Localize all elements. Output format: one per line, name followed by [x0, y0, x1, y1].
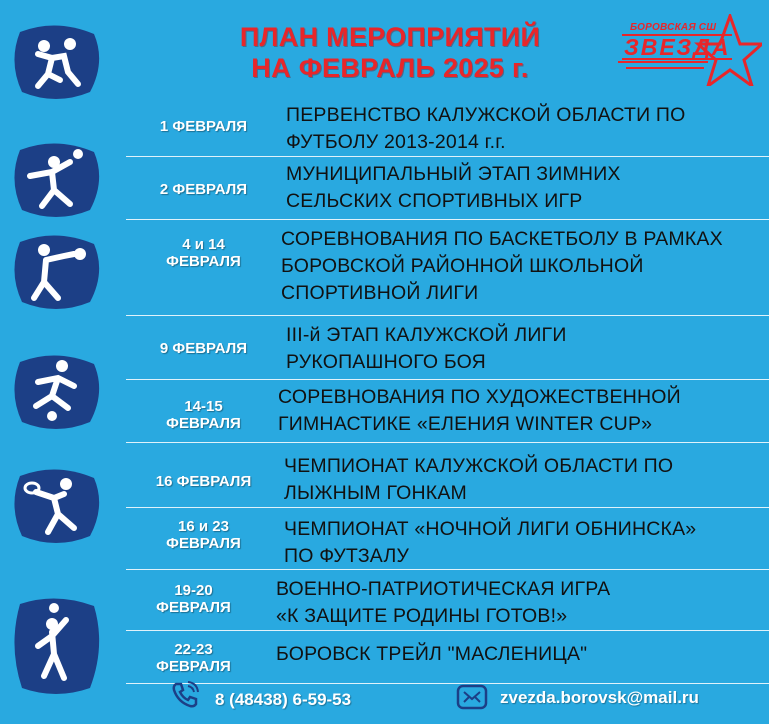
boxing-icon: [8, 232, 104, 312]
event-date: 22-23 ФЕВРАЛЯ: [156, 641, 231, 675]
event-row: [126, 220, 769, 316]
logo-name: ЗВЕЗДА: [624, 34, 731, 60]
event-date: 16 ФЕВРАЛЯ: [155, 473, 252, 490]
event-description: МУНИЦИПАЛЬНЫЙ ЭТАП ЗИМНИХ СЕЛЬСКИХ СПОРТИВНЫХ ИГР: [286, 163, 621, 212]
title-line-2: НА ФЕВРАЛЬ 2025 г.: [251, 53, 529, 83]
wrestling-icon: [8, 22, 104, 102]
event-description: БОРОВСК ТРЕЙЛ "МАСЛЕНИЦА": [276, 643, 588, 665]
event-date: 2 ФЕВРАЛЯ: [159, 181, 248, 198]
event-description: ЧЕМПИОНАТ «НОЧНОЙ ЛИГИ ОБНИНСКА» ПО ФУТЗАЛУ: [284, 518, 697, 567]
event-row: [126, 380, 769, 443]
event-date: 16 и 23 ФЕВРАЛЯ: [166, 518, 241, 552]
event-date: 4 и 14 ФЕВРАЛЯ: [166, 236, 241, 270]
phone-number[interactable]: 8 (48438) 6-59-53: [215, 690, 352, 709]
event-description: III-й ЭТАП КАЛУЖСКОЙ ЛИГИ РУКОПАШНОГО БОЯ: [286, 324, 567, 373]
event-row: [126, 96, 769, 157]
event-date: 14-15 ФЕВРАЛЯ: [166, 398, 241, 432]
handball-icon: [8, 140, 104, 220]
email-address[interactable]: zvezda.borovsk@mail.ru: [500, 688, 699, 707]
event-description: ВОЕННО-ПАТРИОТИЧЕСКАЯ ИГРА «К ЗАЩИТЕ РОДИНЫ ГОТОВ!»: [276, 578, 611, 627]
football-icon: [8, 352, 104, 432]
event-list: [126, 96, 769, 684]
event-date: 1 ФЕВРАЛЯ: [159, 118, 248, 135]
badminton-icon: [8, 466, 104, 546]
school-logo: [612, 14, 762, 86]
title-line-1: ПЛАН МЕРОПРИЯТИЙ: [239, 22, 541, 52]
phone-icon: [170, 680, 200, 710]
contact-footer: [0, 672, 769, 724]
event-description: ЧЕМПИОНАТ КАЛУЖСКОЙ ОБЛАСТИ ПО ЛЫЖНЫМ ГОНКАМ: [284, 455, 674, 504]
logo-caption: БОРОВСКАЯ СШ: [630, 22, 717, 33]
event-description: СОРЕВНОВАНИЯ ПО ХУДОЖЕСТВЕННОЙ ГИМНАСТИКЕ «ЕЛЕНИЯ WINTER CUP»: [278, 386, 681, 435]
event-row: [126, 570, 769, 631]
event-row: [126, 157, 769, 220]
event-row: [126, 443, 769, 508]
event-date: 19-20 ФЕВРАЛЯ: [156, 582, 231, 616]
event-description: СОРЕВНОВАНИЯ ПО БАСКЕТБОЛУ В РАМКАХ БОРОВСКОЙ РАЙОННОЙ ШКОЛЬНОЙ СПОРТИВНОЙ ЛИГИ: [281, 228, 723, 304]
event-description: ПЕРВЕНСТВО КАЛУЖСКОЙ ОБЛАСТИ ПО ФУТБОЛУ 2013-2014 г.г.: [286, 104, 686, 153]
page-title: [150, 22, 630, 84]
event-row: [126, 316, 769, 380]
mail-icon: [456, 684, 488, 710]
event-row: [126, 508, 769, 570]
sport-icons: [8, 0, 108, 724]
event-date: 9 ФЕВРАЛЯ: [159, 340, 248, 357]
